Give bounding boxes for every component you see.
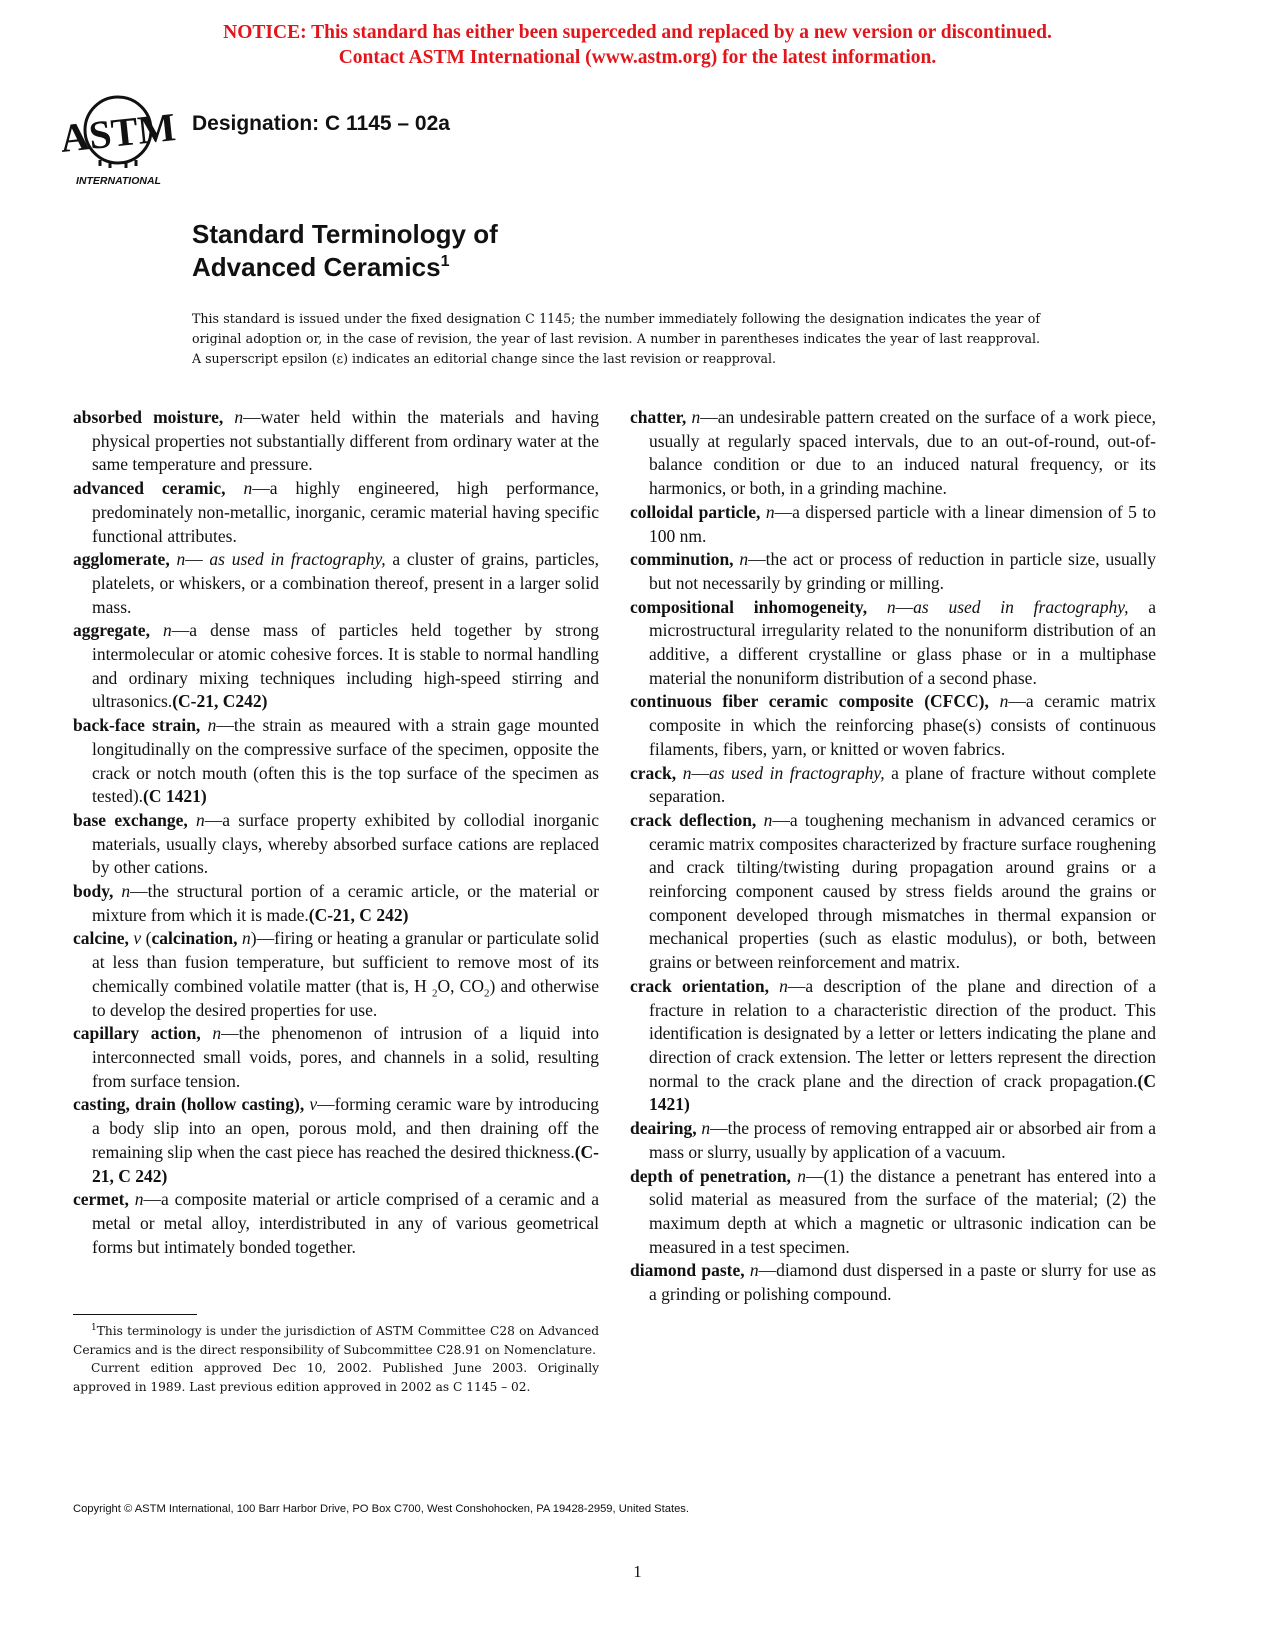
notice-line-1: NOTICE: This standard has either been superceded and replaced by a new version or discontinued.	[223, 22, 1052, 43]
footnote-rule	[73, 1314, 197, 1315]
term-name: casting, drain (hollow casting),	[73, 1094, 305, 1115]
term-entry	[630, 596, 1156, 691]
title-line-2: Advanced Ceramics	[192, 252, 441, 282]
term-definition: n—as used in fractography, a plane of fracture without complete separation.	[649, 762, 1156, 807]
term-name: cermet,	[73, 1189, 129, 1210]
term-entry	[630, 690, 1156, 761]
term-entry	[73, 477, 599, 548]
term-entry	[630, 762, 1156, 809]
term-source: (C-21, C242)	[172, 691, 268, 712]
term-entry	[73, 809, 599, 880]
term-source: (C 1421)	[649, 1070, 1156, 1115]
term-definition: n—water held within the materials and having physical properties not substantially different from ordinary water at the same temperature and pressure.	[92, 407, 599, 475]
designation: Designation: C 1145 – 02a	[192, 112, 450, 135]
term-entry	[73, 406, 599, 477]
term-entry	[630, 501, 1156, 548]
page-number: 1	[633, 1562, 642, 1581]
term-definition: n—a description of the plane and direction of a fracture in relation to a characteristic direction of the product. This identification is designated by a letter or letters indicating the plane and direction of crack extension. The letter or letters represent the direction normal to the crack plane and the direction of crack propagation.	[649, 975, 1156, 1091]
term-definition: n—the act or process of reduction in particle size, usually but not necessarily by grinding or milling.	[649, 549, 1157, 593]
svg-text:ASTM: ASTM	[58, 104, 178, 161]
term-name: chatter,	[630, 407, 687, 427]
term-name: comminution,	[630, 549, 734, 570]
notice-line-2: Contact ASTM International (www.astm.org) for the latest information.	[338, 47, 937, 68]
term-definition: n—a dispersed particle with a linear dimension of 5 to 100 nm.	[649, 501, 1156, 546]
term-source: (C-21, C 242)	[92, 1141, 599, 1186]
term-definition: n—a highly engineered, high performance, predominately non-metallic, inorganic, ceramic material having specific functional attributes.	[92, 478, 600, 546]
term-definition: n—(1) the distance a penetrant has entered into a solid material as measured from the surface of the material; (2) the maximum depth at which a magnetic or ultrasonic indication can be measured in a test specimen.	[649, 1165, 1157, 1257]
term-definition: n—the structural portion of a ceramic article, or the material or mixture from which it is made.	[92, 881, 600, 925]
term-definition: n—a surface property exhibited by collodial inorganic materials, usually clays, whereby absorbed surface cations are replaced by other cations.	[92, 809, 599, 878]
term-name: capillary action,	[73, 1023, 201, 1044]
term-entry	[630, 1117, 1156, 1164]
term-name: calcine,	[73, 928, 129, 949]
term-name: agglomerate,	[73, 549, 170, 570]
copyright-line: Copyright © ASTM International, 100 Barr Harbor Drive, PO Box C700, West Conshohocken, PA 19428-2959, United States.	[73, 1503, 689, 1515]
term-name: crack,	[630, 762, 677, 783]
term-entry	[73, 714, 599, 809]
term-definition: n—the process of removing entrapped air or absorbed air from a mass or slurry, usually by application of a vacuum.	[649, 1118, 1157, 1162]
term-name: deairing,	[630, 1118, 697, 1139]
term-name: crack deflection,	[630, 809, 757, 830]
term-definition: n—diamond dust dispersed in a paste or slurry for use as a grinding or polishing compound.	[649, 1260, 1157, 1305]
term-source: (C 1421)	[143, 786, 207, 807]
term-name: depth of penetration,	[630, 1165, 791, 1186]
term-name: crack orientation,	[630, 975, 769, 996]
term-name: advanced ceramic,	[73, 478, 226, 499]
term-entry	[73, 1188, 599, 1259]
footnote	[73, 1322, 599, 1396]
term-entry	[630, 1259, 1156, 1306]
astm-international-logo-icon	[58, 94, 180, 187]
superseded-notice	[0, 20, 1275, 70]
term-definition: n— as used in fractography, a cluster of grains, particles, platelets, or whiskers, or a combination thereof, present in a larger solid mass.	[92, 549, 600, 617]
term-definition: n—a ceramic matrix composite in which the reinforcing phase(s) consists of continuous filaments, fibers, yarn, or knitted or woven fabrics.	[649, 691, 1157, 759]
term-entry	[630, 1165, 1156, 1260]
document-title	[192, 218, 498, 284]
term-source: (C-21, C 242)	[308, 904, 409, 925]
footnote-paragraph-2: Current edition approved Dec 10, 2002. Published June 2003. Originally approved in 1989. Last previous edition approved in 2002 as C 1145 – 02.	[73, 1361, 599, 1394]
term-name: body,	[73, 881, 114, 902]
logo-text: INTERNATIONAL	[76, 175, 161, 187]
term-name: absorbed moisture,	[73, 407, 224, 427]
term-entry	[630, 548, 1156, 595]
term-definition: n—the phenomenon of intrusion of a liquid into interconnected small voids, pores, and channels in a solid, resulting from surface tension.	[92, 1023, 600, 1091]
term-name: aggregate,	[73, 620, 150, 641]
issue-statement: This standard is issued under the fixed designation C 1145; the number immediately following the designation indicates the year of original adoption or, in the case of revision, the year of last revision. A number in parentheses indicates the year of last reapproval. A superscript epsilon (ε) indicates an editorial change since the last revision or reapproval.	[192, 311, 1040, 366]
term-name: back-face strain,	[73, 715, 201, 736]
term-definition: n—the strain as meaured with a strain gage mounted longitudinally on the compressive surface of the specimen, opposite the crack or notch mouth (often this is the top surface of the specimen as tested).	[92, 715, 599, 807]
term-definition: n—a toughening mechanism in advanced ceramics or ceramic matrix composites characterized by fracture surface roughening and crack tilting/twisting during propagation around grains or a reinforcing component caused by stress fields around the grains or component developed through mismatches in thermal expansion or mechanical properties (such as elastic modulus), or both, between grains or between reinforcement and matrix.	[649, 809, 1156, 973]
term-entry	[73, 880, 599, 927]
term-entry	[73, 619, 599, 714]
term-name: continuous fiber ceramic composite (CFCC),	[630, 691, 989, 712]
term-entry	[73, 1093, 599, 1188]
term-entry	[73, 927, 599, 1022]
term-entry	[73, 548, 599, 619]
term-definition: n—an undesirable pattern created on the surface of a work piece, usually at regularly spaced intervals, due to an out-of-round, out-of-balance condition or due to an induced natural frequency, or its harmonics, or both, in a grinding machine.	[649, 407, 1156, 499]
term-name: base exchange,	[73, 809, 188, 830]
footnote-mark: 1	[91, 1323, 97, 1333]
term-entry	[630, 975, 1156, 1117]
term-name: compositional inhomogeneity,	[630, 596, 868, 617]
left-column	[73, 406, 599, 1259]
term-entry	[630, 406, 1156, 501]
term-name: diamond paste,	[630, 1260, 745, 1281]
term-definition: v (calcination, n)—firing or heating a granular or particulate solid at less than fusion temperature, but sufficient to remove most of its chemically combined volatile matter (that is, H $_2$O, $CO_2$) and otherwise to develop the desired properties for use.	[92, 928, 600, 1020]
term-definition: v—forming ceramic ware by introducing a body slip into an open, porous mold, and then draining off the remaining slip when the cast piece has reached the desired thickness.	[92, 1094, 600, 1162]
term-definition: n—as used in fractography, a microstructural irregularity related to the nonuniform distribution of an additive, a different crystalline or glass phase or in a multiphase material the nonuniform distribution of a second phase.	[649, 596, 1156, 688]
term-entry	[630, 809, 1156, 975]
term-definition: n—a composite material or article comprised of a ceramic and a metal or metal alloy, interdistributed in any of various geometrical forms but intimately bonded together.	[92, 1189, 600, 1257]
title-line-1: Standard Terminology of	[192, 219, 498, 249]
term-entry	[73, 1022, 599, 1093]
title-footnote-mark: 1	[440, 253, 450, 270]
right-column	[630, 406, 1156, 1307]
term-definition: n—a dense mass of particles held together by strong intermolecular or atomic cohesive forces. It is stable to normal handling and ordinary mixing techniques including high-speed stirring and ultrasonics.	[92, 620, 600, 712]
term-name: colloidal particle,	[630, 501, 761, 522]
footnote-paragraph-1: This terminology is under the jurisdiction of ASTM Committee C28 on Advanced Ceramics and is the direct responsibility of Subcommittee C28.91 on Nomenclature.	[73, 1324, 599, 1357]
